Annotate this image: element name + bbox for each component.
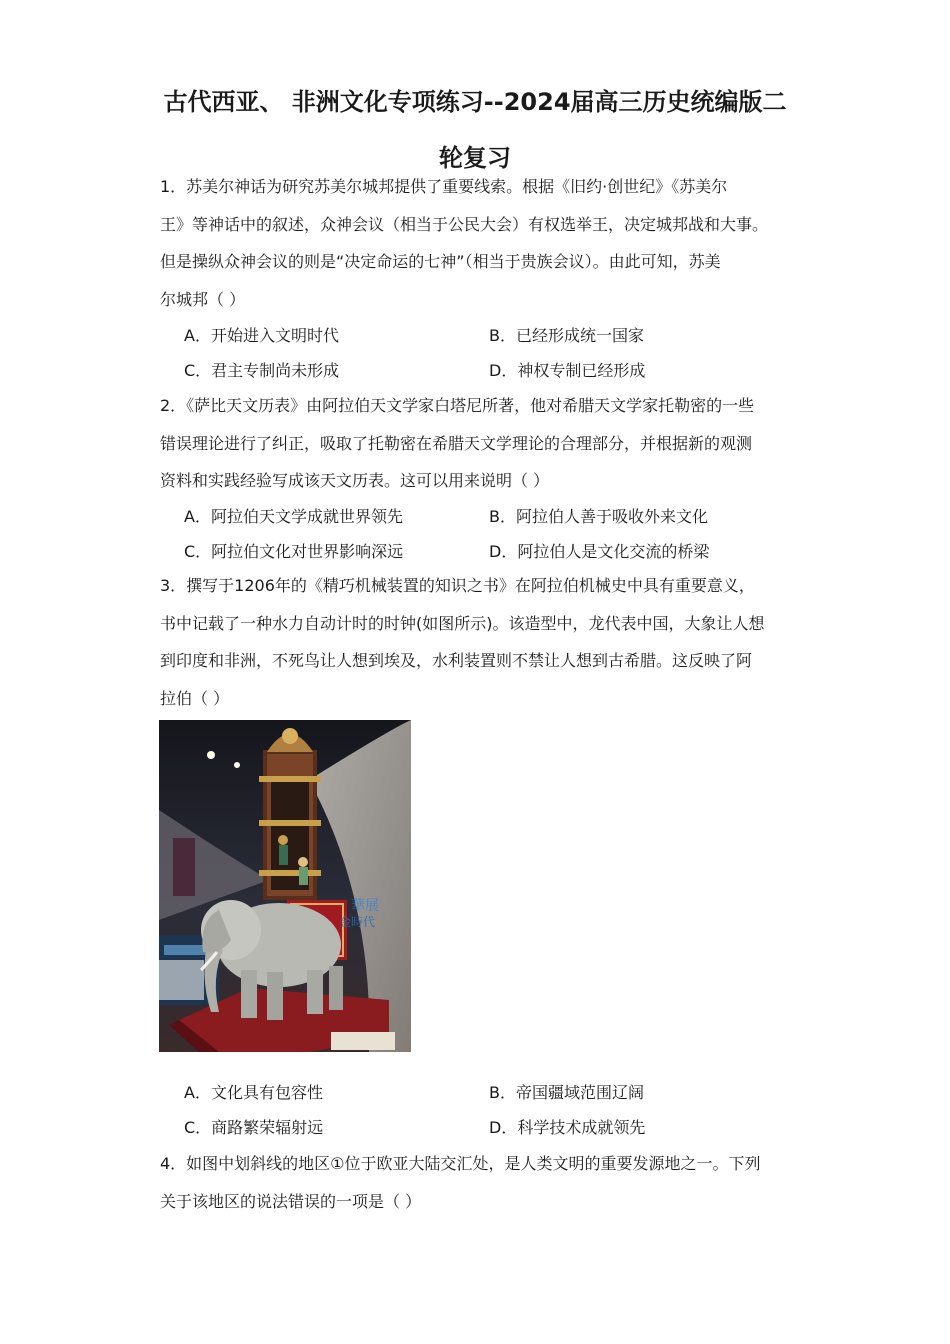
question-2 xyxy=(160,387,800,500)
elephant-clock-illustration xyxy=(159,720,411,1052)
question-2-options xyxy=(184,499,794,569)
title-line-1: 古代西亚、 非洲文化专项练习--2024届高三历史统编版二 xyxy=(163,88,787,116)
title-line-2: 轮复习 xyxy=(439,144,511,172)
question-1-options xyxy=(184,318,794,388)
question-text-line: 3．撰写于1206年的《精巧机械装置的知识之书》在阿拉伯机械史中具有重要意义， xyxy=(160,576,755,595)
question-text-line: 4．如图中划斜线的地区①位于欧亚大陆交汇处，是人类文明的重要发源地之一。下列 xyxy=(160,1154,761,1173)
option-a[interactable]: A．开始进入文明时代 xyxy=(184,326,339,345)
question-text-line: 错误理论进行了纠正，吸取了托勒密在希腊天文学理论的合理部分，并根据新的观测 xyxy=(160,433,753,453)
option-b[interactable]: B．帝国疆域范围辽阔 xyxy=(489,1083,644,1102)
option-a[interactable]: A．文化具有包容性 xyxy=(184,1083,323,1102)
question-text-line: 1．苏美尔神话为研究苏美尔城邦提供了重要线索。根据《旧约·创世纪》《苏美尔 xyxy=(160,177,728,196)
option-c[interactable]: C．阿拉伯文化对世界影响深远 xyxy=(184,542,404,561)
question-1 xyxy=(160,168,800,318)
question-text-line: 拉伯（ ） xyxy=(160,688,230,708)
elephant-clock-photo xyxy=(159,720,411,1052)
wall-text-2: 金時代 xyxy=(339,915,376,929)
option-b[interactable]: B．阿拉伯人善于吸收外来文化 xyxy=(489,507,708,526)
option-d[interactable]: D．科学技术成就领先 xyxy=(489,1118,646,1137)
option-d[interactable]: D．阿拉伯人是文化交流的桥梁 xyxy=(489,542,710,561)
question-text-line: 到印度和非洲，不死鸟让人想到埃及，水利装置则不禁让人想到古希腊。这反映了阿 xyxy=(160,651,753,670)
question-3 xyxy=(160,567,800,717)
question-text-line: 2．《萨比天文历表》由阿拉伯天文学家白塔尼所著，他对希腊天文学家托勒密的一些 xyxy=(160,396,755,415)
option-b[interactable]: B．已经形成统一国家 xyxy=(489,326,644,345)
question-text-line: 关于该地区的说法错误的一项是（ ） xyxy=(160,1191,422,1211)
question-4 xyxy=(160,1145,800,1220)
option-d[interactable]: D．神权专制已经形成 xyxy=(489,361,646,380)
question-text-line: 但是操纵众神会议的则是“决定命运的七神”（相当于贵族会议）。由此可知，苏美 xyxy=(160,252,721,271)
option-a[interactable]: A．阿拉伯天文学成就世界领先 xyxy=(184,507,403,526)
wall-text-1: 華展 xyxy=(351,898,379,914)
question-text-line: 资料和实践经验写成该天文历表。这可以用来说明（ ） xyxy=(160,471,550,490)
option-c[interactable]: C．商路繁荣辐射远 xyxy=(184,1118,324,1137)
question-text-line: 王》等神话中的叙述，众神会议（相当于公民大会）有权选举王，决定城邦战和大事。 xyxy=(160,214,769,234)
question-text-line: 书中记载了一种水力自动计时的时钟(如图所示)。该造型中，龙代表中国，大象让人想 xyxy=(160,613,765,633)
question-3-options xyxy=(184,1075,794,1145)
option-c[interactable]: C．君主专制尚未形成 xyxy=(184,361,340,380)
question-text-line: 尔城邦（ ） xyxy=(160,289,246,309)
